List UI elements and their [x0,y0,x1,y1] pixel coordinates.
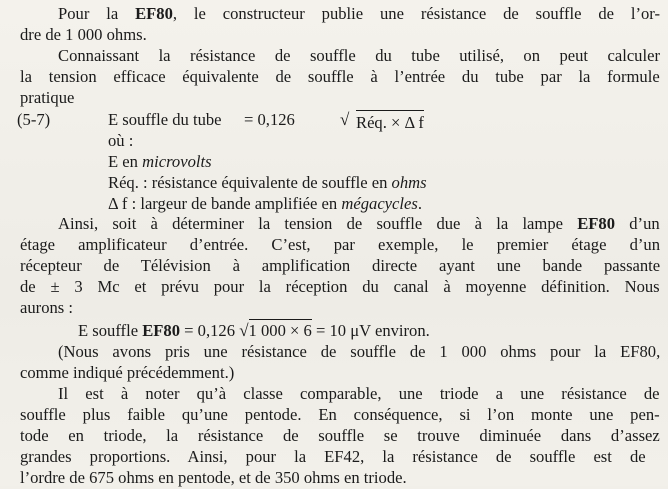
formula-line [78,320,430,342]
formula-lhs: E souffle du tube [108,110,222,129]
equation-number: (5-7) [17,110,51,129]
text-line: souffle plus faible qu’une pentode. En conséquence, si l’on monte une pen- [20,405,660,424]
text-line: où : [108,131,134,150]
formula-eq: = 0,126 [244,110,295,129]
text-span: Δ f : largeur de bande amplifiée en [108,194,342,213]
text-line: Connaissant la résistance de souffle du tube utilisé, on peut calculer [58,46,660,65]
text-line: de ± 3 Mc et prévu pour la réception du canal à moyenne définition. Nous [20,277,660,296]
text-line: la tension efficace équivalente de souffle à l’entrée du tube par la formule [20,67,660,86]
formula-rhs: = 10 μV environ. [311,321,430,340]
text-line [108,151,212,173]
text-span: Pour la [58,4,136,23]
text-line: tode en triode, la résistance de souffle se trouve diminuée dans d’assez [20,426,660,445]
sqrt-sign: √ [340,110,350,129]
text-line [58,3,660,25]
text-line: grandes proportions. Ainsi, pour la EF42, la résistance de souffle est de [20,447,646,466]
text-span: , le constructeur publie une résistance de souffle de l’or- [172,4,661,23]
tube-ef80: EF80 [135,4,173,23]
unit-italic: microvolts [142,152,212,171]
sqrt-sign: √ [239,321,249,340]
text-line [58,213,660,235]
unit-italic: ohms [391,173,427,192]
text-line: étage amplificateur d’entrée. C’est, par exemple, le premier étage d’un [20,235,661,254]
text-line: Il est à noter qu’à classe comparable, une triode a une résistance de [58,384,660,403]
text-line: l’ordre de 675 ohms en pentode, et de 350 ohms en triode. [20,468,407,487]
text-span: Ainsi, soit à déterminer la tension de souffle due à la lampe [58,214,578,233]
tube-ef80: EF80 [142,321,181,340]
formula-lhs: E souffle [78,321,143,340]
text-span: E en [108,152,143,171]
formula-eq: = 0,126 [180,321,236,340]
formula-radicand: Réq. × Δ f [356,110,424,134]
text-span: d’un [615,214,660,233]
formula-radicand: 1 000 × 6 [248,321,312,340]
text-line [108,193,422,215]
text-line: comme indiqué précédemment.) [20,363,235,382]
text-span: . [417,194,423,213]
text-line: aurons : [20,298,73,317]
text-line: (Nous avons pris une résistance de souffle de 1 000 ohms pour la EF80, [58,342,661,361]
text-line: dre de 1 000 ohms. [20,25,147,44]
text-line: récepteur de Télévision à amplification directe ayant une bande passante [20,256,661,275]
text-line: pratique [20,88,75,107]
text-span: Réq. : résistance équivalente de souffle en [108,173,392,192]
text-line [108,172,427,194]
unit-italic: mégacycles [341,194,418,213]
tube-ef80: EF80 [577,214,616,233]
